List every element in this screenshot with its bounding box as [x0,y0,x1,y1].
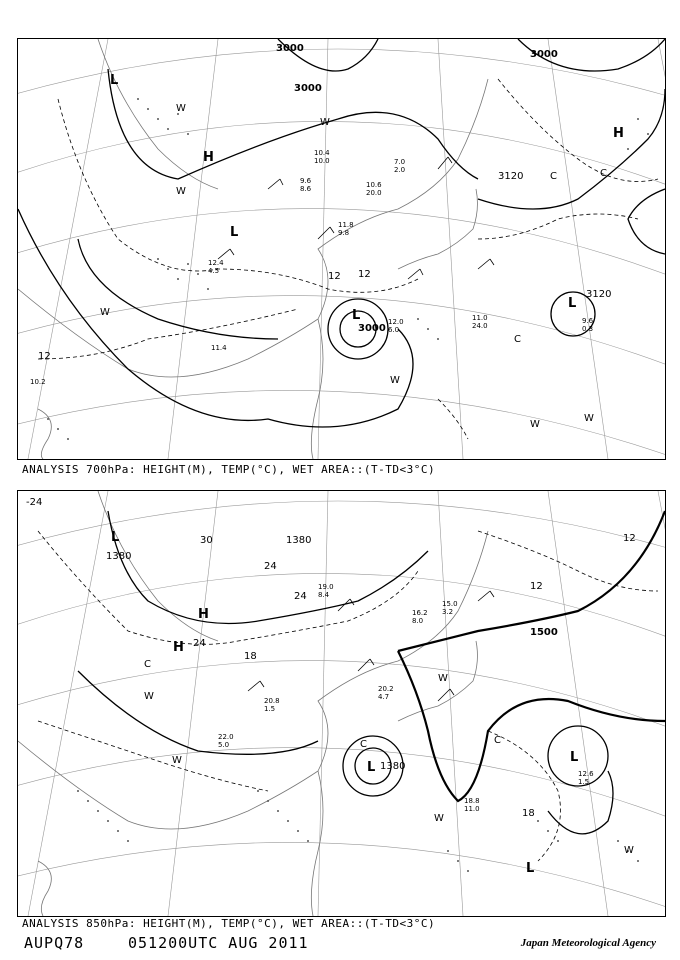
station-value: 2.0 [394,166,406,174]
station-value: 5.0 [218,741,230,749]
warm-marker: W [584,413,594,424]
warm-marker: W [438,673,448,684]
station-value: 10.2 [30,378,46,386]
station-value: 3.2 [442,608,454,616]
station-value: 19.0 [318,583,334,591]
station-value: 9.6 [582,317,594,325]
station-value: 8.6 [300,185,312,193]
station-value: 12.4 [208,259,224,267]
cold-marker: C [550,171,557,182]
station-value: 11.0 [464,805,480,813]
station-value: 11.4 [211,344,227,352]
high-pressure-marker: H [613,126,624,141]
warm-marker: W [100,307,110,318]
station-value: 7.0 [394,158,406,166]
map-panel-700hpa [17,38,666,460]
map-850hpa-drawing [18,491,665,916]
contour-label-3000: 3000 [276,43,304,54]
station-value: 8.0 [412,617,424,625]
station-value: 20.2 [378,685,394,693]
low-pressure-marker: L [367,760,376,775]
contour-label-18: 18 [522,808,535,819]
station-value: 20.0 [366,189,382,197]
cold-marker: C [360,739,367,750]
low-pressure-marker: L [111,530,120,545]
cold-marker: C [144,659,151,670]
labels-850 [26,497,636,876]
contour-label-minus-24: -24 [26,497,43,508]
station-value: 4.7 [378,693,390,701]
warm-marker: W [320,117,330,128]
contour-label-12: 12 [328,271,341,282]
station-value: 1.5 [264,705,276,713]
contour-label-3000: 3000 [358,323,386,334]
contour-label-3120: 3120 [498,171,524,182]
station-values [218,583,594,813]
station-value: 22.0 [218,733,234,741]
contour-label-12: 12 [38,351,51,362]
station-value: 8.4 [318,591,330,599]
station-value: 9.8 [338,229,350,237]
warm-marker: W [530,419,540,430]
warm-marker: W [176,186,186,197]
map-panel-850hpa [17,490,666,917]
contour-label-18: 18 [244,651,257,662]
contour-label-3000: 3000 [294,83,322,94]
station-value: 9.6 [300,177,312,185]
contour-label-1380: 1380 [380,761,406,772]
station-value: 10.4 [314,149,330,157]
cold-marker: C [514,334,521,345]
high-pressure-marker: H [173,640,184,655]
graticule [18,39,665,459]
contour-label-12: 12 [623,533,636,544]
labels-700 [30,43,624,430]
station-value: 11.8 [338,221,354,229]
coastline [18,39,488,459]
contour-label-24: 24 [264,561,277,572]
temperature-contours [38,531,658,861]
coastline [18,491,488,916]
high-pressure-marker: H [198,607,209,622]
contour-label-12: 12 [358,269,371,280]
contour-label-3120: 3120 [586,289,612,300]
low-pressure-marker: L [352,308,361,323]
station-value: 1.5 [578,778,590,786]
station-value: 20.8 [264,697,280,705]
contour-label-30: 30 [200,535,213,546]
station-value: 0.3 [582,325,594,333]
station-value: 10.6 [366,181,382,189]
warm-marker: W [176,103,186,114]
station-value: 11.0 [472,314,488,322]
contour-label-1380: 1380 [106,551,132,562]
temperature-contours [38,79,658,439]
wet-area-stipple [47,98,649,440]
station-value: 6.0 [388,326,400,334]
low-pressure-marker: L [110,73,119,88]
wet-area-stipple [77,790,639,872]
wind-barbs [218,157,494,279]
chart-code: AUPQ78 [24,934,85,952]
low-pressure-marker: L [568,296,577,311]
station-value: 18.8 [464,797,480,805]
panel-caption-850hpa: ANALYSIS 850hPa: HEIGHT(M), TEMP(°C), WET AREA::(T-TD<3°C) [22,917,436,930]
contour-label-3000: 3000 [530,49,558,60]
contour-label-1380: 1380 [286,535,312,546]
warm-marker: W [172,755,182,766]
station-value: 16.2 [412,609,428,617]
warm-marker: W [144,691,154,702]
low-pressure-marker: L [570,750,579,765]
agency-name: Japan Meteorological Agency [520,937,656,949]
map-700hpa-drawing [18,39,665,459]
warm-marker: W [434,813,444,824]
cold-marker: C [494,735,501,746]
low-pressure-marker: L [230,225,239,240]
station-value: 15.0 [442,600,458,608]
chart-valid-time: 051200UTC AUG 2011 [128,934,309,952]
contour-label-24: 24 [193,638,206,649]
cold-marker: C [600,168,607,179]
warm-marker: W [624,845,634,856]
height-contours [78,511,665,834]
contour-label-12: 12 [530,581,543,592]
low-pressure-marker: L [526,861,535,876]
station-value: 24.0 [472,322,488,330]
contour-label-1500: 1500 [530,627,558,638]
station-value: 10.0 [314,157,330,165]
warm-marker: W [390,375,400,386]
station-value: 12.6 [578,770,594,778]
contour-label-24: 24 [294,591,307,602]
panel-caption-700hpa: ANALYSIS 700hPa: HEIGHT(M), TEMP(°C), WET AREA::(T-TD<3°C) [22,463,436,476]
station-value: 4.5 [208,267,220,275]
station-value: 12.0 [388,318,404,326]
high-pressure-marker: H [203,150,214,165]
station-values [30,149,594,386]
